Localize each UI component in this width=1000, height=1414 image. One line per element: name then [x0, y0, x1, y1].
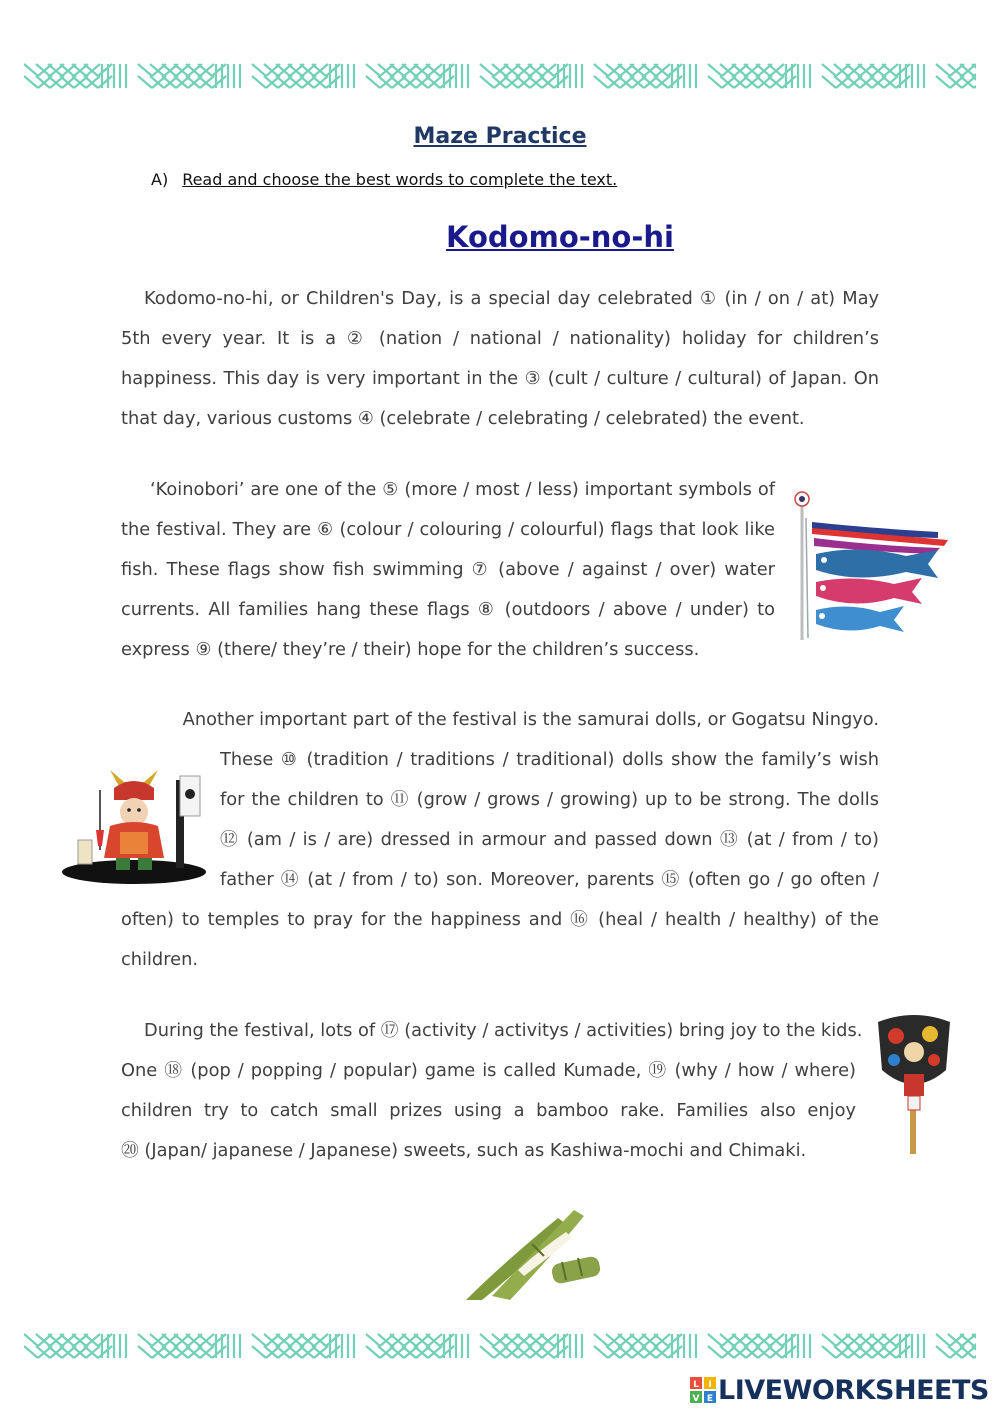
chimaki-image [462, 1204, 604, 1301]
paragraph-3-rest [121, 900, 879, 980]
logo-badge-letter-1: L [693, 1380, 699, 1390]
text-line: happiness. This day is very important in the ③ (cult / culture / cultural) of Japan. On [121, 368, 879, 389]
samurai-doll-image [60, 760, 208, 888]
decorative-bottom-border [24, 1330, 976, 1362]
text-line: children try to catch small prizes using a bamboo rake. Families also enjoy [121, 1100, 856, 1121]
text-line: ⑳ (Japan/ japanese / Japanese) sweets, such as Kashiwa-mochi and Chimaki. [121, 1140, 807, 1161]
text-line: 5th every year. It is a ② (nation / national / nationality) holiday for children’s [121, 328, 879, 349]
text-line: often) to temples to pray for the happiness and ⑯ (heal / health / healthy) of the [121, 909, 879, 930]
paragraph-2 [121, 470, 775, 670]
text-line: fish. These flags show fish swimming ⑦ (above / against / over) water [121, 559, 775, 580]
page-heading: Maze Practice [413, 124, 587, 149]
border-pattern [24, 1334, 976, 1358]
kumade-rake-image [872, 1012, 956, 1154]
text-line: ⑫ (am / is / are) dressed in armour and passed down ⑬ (at / from / to) [220, 829, 879, 850]
text-line: that day, various customs ④ (celebrate / celebrating / celebrated) the event. [121, 408, 805, 429]
text-line: Kodomo-no-hi, or Children's Day, is a special day celebrated ① (in / on / at) May [144, 288, 879, 309]
text-line: children. [121, 949, 198, 970]
paragraph-3-intro [121, 700, 879, 740]
liveworksheets-logo-text: LIVEWORKSHEETS [718, 1374, 989, 1406]
text-line: Another important part of the festival is the samurai dolls, or Gogatsu Ningyo. [182, 709, 879, 730]
logo-badge-letter-4: E [706, 1394, 714, 1403]
paragraph-4 [121, 1011, 863, 1171]
paragraph-3-wrapped [220, 740, 879, 900]
paragraph-1 [121, 279, 879, 439]
text-line: These ⑩ (tradition / traditions / traditional) dolls show the family’s wish [220, 749, 879, 770]
text-line: ‘Koinobori’ are one of the ⑤ (more / most / less) important symbols of [150, 479, 775, 500]
logo-badge-letter-3: V [692, 1394, 700, 1403]
logo-badge-letter-2: I [708, 1380, 712, 1390]
instruction [151, 170, 617, 189]
liveworksheets-logo [690, 1370, 989, 1410]
text-line: for the children to ⑪ (grow / grows / growing) up to be strong. The dolls [220, 789, 879, 810]
text-line: One ⑱ (pop / popping / popular) game is called Kumade, ⑲ (why / how / where) [121, 1060, 856, 1081]
text-line: father ⑭ (at / from / to) son. Moreover, parents ⑮ (often go / go often / [220, 869, 879, 890]
text-line: currents. All families hang these flags ⑧ (outdoors / above / under) to [121, 599, 775, 620]
koinobori-image [788, 488, 954, 643]
instruction-text: Read and choose the best words to complete the text. [182, 170, 618, 189]
text-line: express ⑨ (there/ they’re / their) hope for the children’s success. [121, 639, 700, 660]
text-line: During the festival, lots of ⑰ (activity / activitys / activities) bring joy to the kids. [144, 1020, 863, 1041]
text-title: Kodomo-no-hi [446, 220, 674, 254]
text-line: the festival. They are ⑥ (colour / colouring / colourful) flags that look like [121, 519, 775, 540]
instruction-label: A) [151, 170, 169, 189]
border-pattern [24, 64, 976, 88]
liveworksheets-logo-mark-icon [690, 1377, 716, 1403]
decorative-top-border [24, 60, 976, 92]
